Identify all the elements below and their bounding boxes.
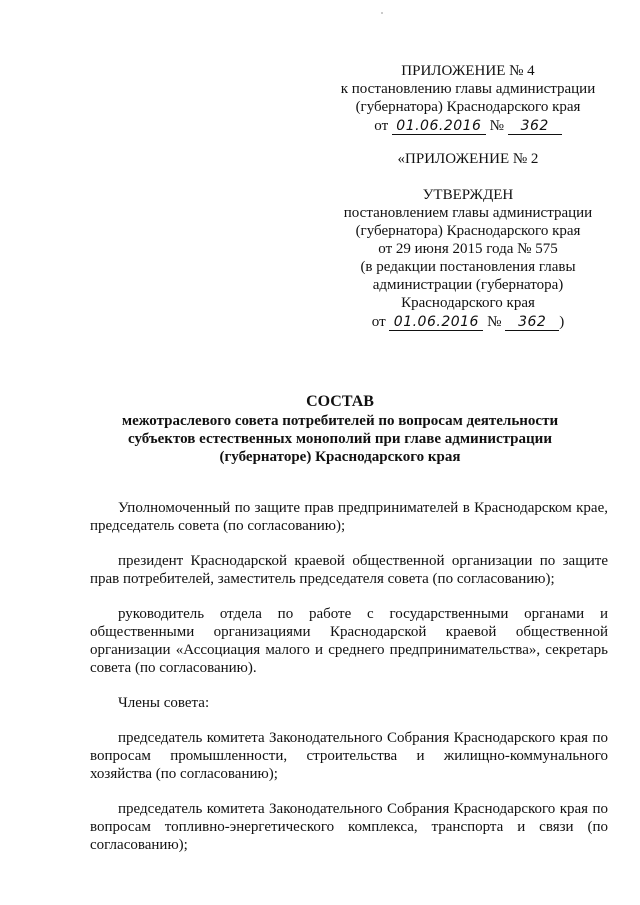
appendix-4-line: (губернатора) Краснодарского края: [355, 99, 581, 115]
from-label: от: [371, 314, 386, 330]
member-paragraph: председатель комитета Законодательного Собрания Краснодарского края по вопросам топливно-энергетического комплекса, транспорта и связи (по согласованию);: [90, 801, 608, 853]
appendix-4-header: [330, 62, 606, 135]
number-label: №: [487, 314, 502, 330]
approval-line: Краснодарского края: [401, 295, 535, 311]
approval-date-line: [330, 313, 606, 331]
appendix-2-header: [330, 150, 606, 168]
approved-heading: УТВЕРЖДЕН: [422, 187, 514, 203]
approval-line: (в редакции постановления главы: [360, 259, 576, 275]
approval-block: [330, 186, 606, 331]
member-paragraph: Уполномоченный по защите прав предпринимателей в Краснодарском крае, председатель совета (по согласованию);: [90, 500, 608, 534]
handwritten-date: 01.06.2016: [389, 315, 483, 331]
member-paragraph: председатель комитета Законодательного Собрания Краснодарского края по вопросам промышленности, строительства и жилищно-коммунального хозяйства (по согласованию);: [90, 730, 608, 782]
title-line: субъектов естественных монополий при главе администрации: [128, 431, 552, 447]
appendix-4-date-line: [330, 117, 606, 135]
scan-speck: [381, 12, 383, 14]
members-heading: Члены совета:: [118, 695, 210, 711]
approval-line: (губернатора) Краснодарского края: [355, 223, 581, 239]
handwritten-date: 01.06.2016: [392, 119, 486, 135]
handwritten-number: 362: [505, 315, 559, 331]
approval-line: от 29 июня 2015 года № 575: [378, 241, 558, 257]
number-label: №: [489, 118, 504, 134]
title-main: СОСТАВ: [306, 393, 374, 410]
appendix-2-title: «ПРИЛОЖЕНИЕ № 2: [397, 151, 539, 167]
approval-line: постановлением главы администрации: [343, 205, 593, 221]
appendix-4-line: к постановлению главы администрации: [340, 81, 596, 97]
member-paragraph: руководитель отдела по работе с государственными органами и общественными организациями Краснодарской краевой общественной организации «Ассоциация малого и среднего предпринимательства», секретарь совета (по согласованию).: [90, 606, 608, 676]
handwritten-number: 362: [508, 119, 562, 135]
title-line: (губернаторе) Краснодарского края: [219, 449, 461, 465]
from-label: от: [374, 118, 389, 134]
appendix-4-title: ПРИЛОЖЕНИЕ № 4: [401, 63, 535, 79]
document-title: [80, 393, 600, 466]
approval-line: администрации (губернатора): [372, 277, 564, 293]
member-paragraph: президент Краснодарской краевой общественной организации по защите прав потребителей, заместитель председателя совета (по согласованию);: [90, 553, 608, 587]
closing-paren: ): [559, 314, 565, 330]
title-line: межотраслевого совета потребителей по вопросам деятельности: [121, 413, 559, 429]
